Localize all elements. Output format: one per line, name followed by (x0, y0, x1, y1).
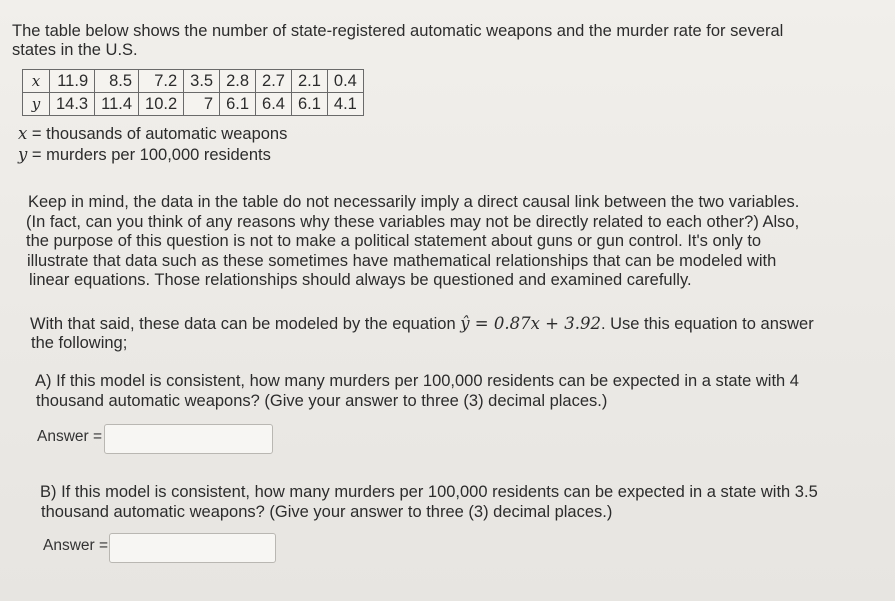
answer-b-label: Answer = (43, 537, 109, 554)
disclaimer-line-1: Keep in mind, the data in the table do not necessarily imply a direct causal link between the two variables. (28, 193, 800, 211)
model-equation: ŷ = 0.87x + 3.92 (460, 314, 601, 333)
disclaimer-line-4: illustrate that data such as these sometimes have mathematical relationships that can be modeled with (27, 251, 777, 270)
question-a-line-2: thousand automatic weapons? (Give your answer to three (3) decimal places.) (36, 391, 608, 410)
x-cell: 0.4 (327, 70, 363, 93)
x-cell: 2.1 (291, 70, 327, 93)
question-b-line-1: B) If this model is consistent, how many murders per 100,000 residents can be expected in a state with 3.5 (40, 483, 818, 501)
intro-line-1: The table below shows the number of state-registered automatic weapons and the murder rate for several (12, 22, 784, 40)
disclaimer-line-3: the purpose of this question is not to make a political statement about guns or gun control. It's only to (26, 232, 762, 250)
x-cell: 3.5 (184, 70, 220, 93)
model-line-2: the following; (31, 333, 128, 352)
model-statement (30, 314, 814, 335)
x-cell: 2.7 (256, 70, 292, 93)
y-cell: 6.1 (220, 93, 256, 116)
y-cell: 10.2 (139, 93, 184, 116)
x-cell: 7.2 (139, 70, 184, 93)
model-post-text: . Use this equation to answer (600, 315, 814, 333)
y-cell: 6.1 (291, 93, 327, 116)
y-row (23, 93, 364, 116)
y-definition-text: = murders per 100,000 residents (27, 146, 271, 164)
disclaimer-line-2: (In fact, can you think of any reasons why these variables may not be directly related to each other?) Also, (26, 212, 800, 231)
disclaimer-line-5: linear equations. Those relationships should always be questioned and examined carefully. (29, 271, 692, 289)
y-definition (18, 145, 271, 165)
x-cell: 8.5 (95, 70, 139, 93)
answer-a-input[interactable] (104, 424, 273, 454)
y-variable: y (18, 145, 28, 164)
x-definition (18, 124, 287, 144)
x-cell: 11.9 (50, 70, 95, 93)
x-header: x (23, 70, 50, 93)
answer-a-label: Answer = (37, 428, 103, 445)
y-cell: 7 (184, 93, 220, 116)
x-variable: x (18, 124, 28, 143)
question-a-line-1: A) If this model is consistent, how many murders per 100,000 residents can be expected in a state with 4 (35, 372, 799, 390)
intro-line-2: states in the U.S. (12, 41, 138, 59)
x-definition-text: = thousands of automatic weapons (27, 125, 288, 143)
data-table (22, 69, 364, 116)
x-row (23, 70, 364, 93)
x-cell: 2.8 (220, 70, 256, 93)
model-pre-text: With that said, these data can be modeled by the equation (30, 315, 461, 333)
y-cell: 6.4 (256, 93, 292, 116)
y-cell: 11.4 (95, 93, 139, 116)
y-header: y (23, 93, 50, 116)
answer-b-input[interactable] (109, 533, 276, 563)
y-cell: 4.1 (327, 93, 363, 116)
y-cell: 14.3 (50, 93, 95, 116)
question-b-line-2: thousand automatic weapons? (Give your answer to three (3) decimal places.) (41, 502, 613, 521)
